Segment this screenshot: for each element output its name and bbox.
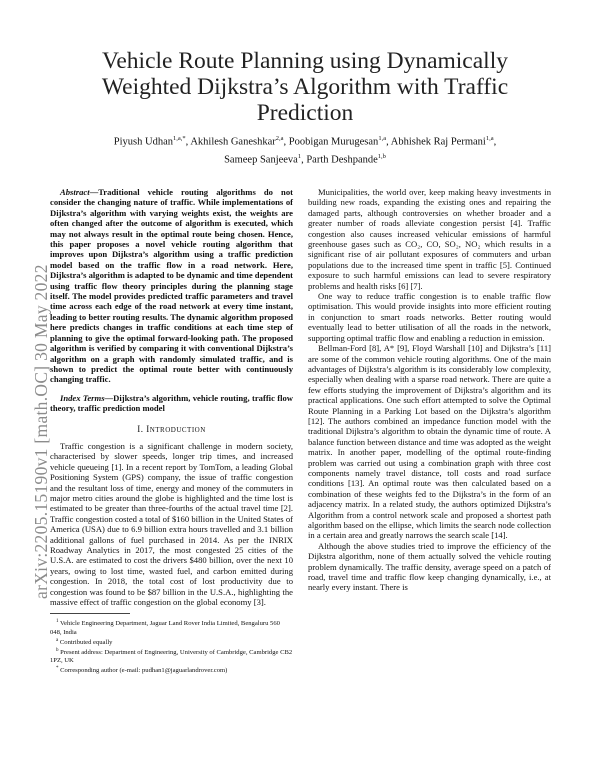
author-name: Sameep Sanjeeva bbox=[224, 154, 298, 165]
index-terms-text: —Dijkstra’s algorithm, vehicle routing, traffic flow theory, traffic prediction model bbox=[50, 392, 293, 414]
author-affiliation: 1,b bbox=[377, 152, 386, 160]
right-column bbox=[308, 187, 551, 593]
body-paragraph: One way to reduce traffic congestion is to enable traffic flow optimisation. This would provide insights into more efficient routing in conjunction to smart roads networks. Better routing would eventually lead to better utilisation of all the roads in the network, supporting optimal traffic flow and enabling a reduction in emission. bbox=[308, 291, 551, 343]
footnote-text: Corresponding author (e-mail: pudhan1@jaguarlandrover.com) bbox=[60, 667, 228, 675]
author-line: Sameep Sanjeeva$^1$, Parth Deshpande$^{1,b}$ bbox=[224, 152, 386, 165]
body-paragraph: Although the above studies tried to improve the efficiency of the Dijkstra algorithm, none of them actually solved the vehicle routing problem dynamically. The traffic density, average speed on a patch of road, travel time and traffic flow keep changing dynamically, i.e., at nearly every instant. There is bbox=[308, 540, 551, 593]
footnote-marker: a bbox=[56, 637, 59, 643]
author-line: Piyush Udhan$^{1,a,*}$, Akhilesh Ganeshkar$^{2,a}$, Poobigan Murugesan$^{1,a}$, Abhishek Raj Permani$^{1,a}$, bbox=[113, 135, 497, 148]
title-line: Vehicle Route Planning using Dynamically bbox=[102, 48, 508, 74]
footnote-marker: 1 bbox=[56, 619, 59, 625]
author-affiliation: 1,a bbox=[378, 135, 387, 142]
author-affiliation: 1,a,* bbox=[173, 135, 186, 142]
intro-paragraph: Traffic congestion is a significant challenge in modern society, characterised by slower speeds, longer trip times, and increased vehicle queueing [1]. In a recent report by TomTom, a leading Global Positioning System (GPS) company, the issue of traffic congestion and the resultant loss of time, energy and money of the commuters in major metro cities around the globe is highlighted and the time lost is estimated to be greater than three-fourths of the actual travel time [2]. Traffic congestion costed a total of $160 billion in the United States of America (USA) due to 6.9 billion extra hours travelled and 3.1 billion additional gallons of fuel purchased in 2014. As per the INRIX Roadway Analytics in 2017, the most congested 25 cities of the U.S.A. are estimated to cost the drivers $480 billion, over the next 10 years, owing to lost time, wasted fuel, and carbon emitted during congestion. In 2018, the total cost of lost productivity due to congestion was found to be $87 billion in the U.S.A., highlighting the massive effect of traffic congestion on the global economy [3]. bbox=[50, 440, 293, 608]
title-line: Prediction bbox=[256, 100, 354, 126]
section-number: I. bbox=[137, 423, 144, 434]
body-paragraph: Municipalities, the world over, keep making heavy investments in building new roads, expanding the existing ones and repairing the damaged parts, although controversies on whether broader and a greater number of roads alleviate congestion persist [4]. Traffic congestion also causes increased vehicular emissions of harmful greenhouse gases such as CO₂, CO, SO₂, NO₂ which results in a significant rise of air pollutant exposures of commuters and urban populations due to the increased time spent in traffic [5]. Continued exposure to such harmful emissions can lead to severe respiratory problems and health risks [6] [7]. bbox=[308, 187, 551, 291]
title-line: Weighted Dijkstra’s Algorithm with Traffic bbox=[101, 74, 509, 100]
footnote-text: Present address: Department of Engineering, University of Cambridge, Cambridge CB2 1PZ, UK bbox=[50, 649, 293, 664]
author-name: Parth Deshpande bbox=[306, 154, 378, 165]
footnote-text: Contributed equally bbox=[59, 638, 113, 646]
section-title-initial: I bbox=[146, 423, 150, 434]
left-column bbox=[50, 187, 293, 675]
abstract bbox=[50, 187, 293, 385]
author-affiliation: 1,a bbox=[485, 135, 494, 142]
section-title-rest: NTRODUCTION bbox=[149, 425, 206, 434]
author-affiliation: 2,a bbox=[275, 135, 284, 142]
abstract-text: —Traditional vehicle routing algorithms do not consider the changing nature of traffic. While implementations of Dijkstra’s algorithm with varying weights exist, the weights are often changed after the outcome of algorithm is executed, which may not always result in the optimal route being chosen. Hence, this paper proposes a novel vehicle routing algorithm that improves upon Dijkstra’s algorithm using a traffic prediction model based on the traffic flow in a road network. Here, Dijkstra’s algorithm is adapted to be dynamic and time dependent using traffic flow theory principles during the planning stage itself. The model provides predicted traffic parameters and travel time across each edge of the road network at every time instant, leading to better routing results. The dynamic algorithm proposed here predicts changes in traffic conditions at each time step of planning to give the optimal forward-looking path. The proposed algorithm is verified by comparing it with conventional Dijkstra’s algorithm on a graph with randomly simulated traffic, and is shown to predict the optimal route better with continuously changing traffic. bbox=[50, 187, 293, 385]
footnote bbox=[50, 665, 293, 675]
author-affiliation: 1 bbox=[297, 152, 302, 160]
arxiv-stamp-text: arXiv:2205.15190v1 [math.OC] 30 May 2022 bbox=[31, 264, 51, 599]
footnote-marker: * bbox=[56, 666, 59, 671]
paper-title bbox=[70, 48, 540, 126]
footnotes bbox=[50, 618, 293, 675]
footnote-divider bbox=[50, 613, 130, 614]
author-name: Poobigan Murugesan bbox=[288, 136, 379, 148]
footnote-text: Vehicle Engineering Department, Jaguar Land Rover India Limited, Bengaluru 560 048, India bbox=[50, 620, 280, 636]
footnote bbox=[50, 637, 293, 647]
footnote bbox=[50, 647, 293, 665]
author-name: Piyush Udhan bbox=[113, 136, 173, 148]
body-paragraph: Bellman-Ford [8], A* [9], Floyd Warshall [10] and Dijkstra’s [11] are some of the common vehicle routing algorithms. One of the main advantages of Dijkstra’s algorithm is its considerably low complexity, especially when dealing with a sparse road network. There are quite a few efforts studying the improvement of Dijkstra’s algorithm and its practical applications. One such effort attempted to solve the Optimal Route Planning in a Parking Lot based on the Dijkstra’s algorithm [12]. The authors combined an impedance function model with the traditional Dijkstra’s algorithm to obtain the dynamic time of route. A balance function between distance and time was adopted as the weight matrix. In another paper, modelling of the optimal route-finding problem was carried out using a combination graph with three cost components namely travel distance, toll costs and road surface conditions [13]. An optimal route was then calculated based on a combination of these weights fed to the Dijkstra’s in the form of an adjacency matrix. In a related study, the authors optimized Dijkstra’s Algorithm from a control network scale and proposed a shortest path algorithm based on the ellipse, which limits the search node collection in a certain area and greatly narrows the search scale [14]. bbox=[308, 343, 551, 541]
author-list bbox=[70, 132, 540, 167]
author-name: Akhilesh Ganeshkar bbox=[190, 136, 276, 148]
section-heading bbox=[50, 424, 293, 435]
arxiv-stamp bbox=[12, 100, 51, 620]
footnote-marker: b bbox=[56, 647, 59, 653]
abstract-label: Abstract bbox=[60, 187, 90, 197]
footnote bbox=[50, 618, 293, 636]
index-terms bbox=[50, 393, 293, 414]
index-terms-label: Index Terms bbox=[60, 392, 105, 403]
author-name: Abhishek Raj Permani bbox=[390, 136, 486, 148]
